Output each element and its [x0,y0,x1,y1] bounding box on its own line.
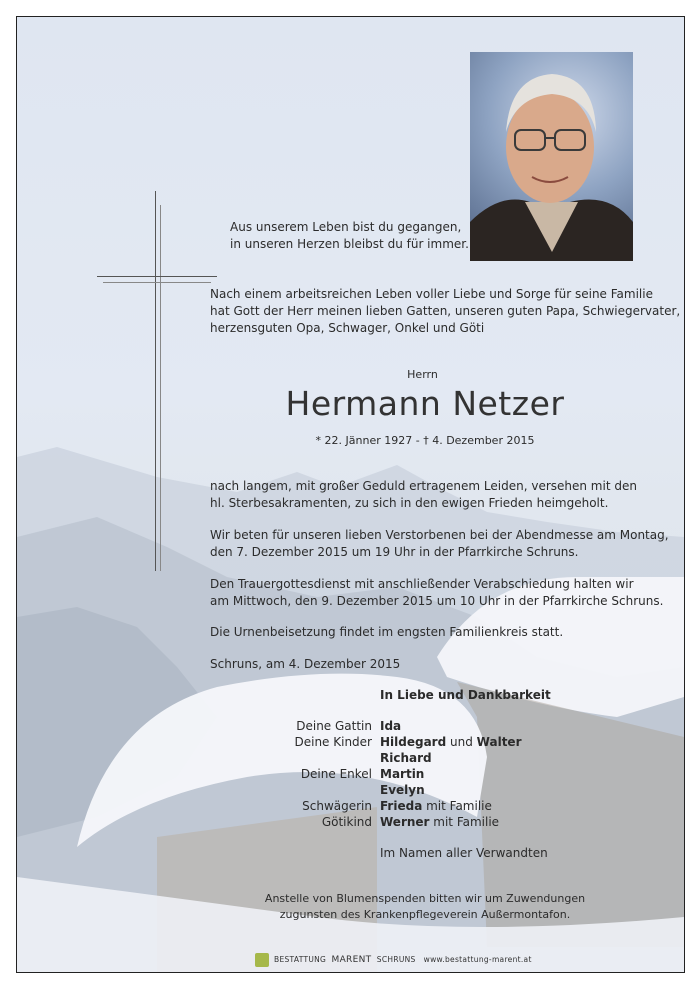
mourner-names-4: Martin [380,767,425,781]
mourner-names-6: Frieda mit Familie [380,799,492,813]
body-line-3: Wir beten für unseren lieben Verstorbenen bei der Abendmesse am Montag, [210,528,669,542]
mourner-relation-1: Deine Gattin [296,719,372,733]
deceased-name: Hermann Netzer [285,384,565,423]
body-line-2: hl. Sterbesakramenten, zu sich in den ewigen Frieden heimgeholt. [210,496,609,510]
cross-horizontal-line [97,276,217,277]
life-dates: * 22. Jänner 1927 - † 4. Dezember 2015 [315,434,535,447]
poem-line-2: in unseren Herzen bleibst du für immer. [230,237,469,251]
mourner-names-2: Hildegard und Walter [380,735,522,749]
mourner-relation-2: Deine Kinder [294,735,372,749]
gratitude-line: In Liebe und Dankbarkeit [380,688,551,702]
donation-line-1: Anstelle von Blumenspenden bitten wir um Zuwendungen [264,892,586,905]
footer-brand: BESTATTUNG MARENT SCHRUNS www.bestattung-marent.at [274,955,532,965]
body-line-5: Den Trauergottesdienst mit anschließender Verabschiedung halten wir [210,577,634,591]
intro-line-1: Nach einem arbeitsreichen Leben voller Liebe und Sorge für seine Familie [210,287,653,301]
on-behalf-line: Im Namen aller Verwandten [380,846,548,860]
body-line-7: Die Urnenbeisetzung findet im engsten Familienkreis statt. [210,625,564,639]
body-line-4: den 7. Dezember 2015 um 19 Uhr in der Pfarrkirche Schruns. [210,545,579,559]
body-line-1: nach langem, mit großer Geduld ertragenem Leiden, versehen mit den [210,479,637,493]
intro-line-2: hat Gott der Herr meinen lieben Gatten, unseren guten Papa, Schwiegervater, [210,304,681,318]
cross-vertical-line-inner [160,205,161,571]
place-date: Schruns, am 4. Dezember 2015 [210,657,401,671]
funeral-home-logo-icon [255,953,269,967]
poem-line-1: Aus unserem Leben bist du gegangen, [230,220,462,234]
footer-url: www.bestattung-marent.at [423,955,532,964]
mourner-relation-7: Götikind [321,815,372,829]
mourner-names-1: Ida [380,719,402,733]
mourner-names-7: Werner mit Familie [380,815,500,829]
salutation: Herrn [407,368,438,381]
body-line-6: am Mittwoch, den 9. Dezember 2015 um 10 Uhr in der Pfarrkirche Schruns. [210,594,664,608]
donation-line-2: zugunsten des Krankenpflegeverein Außermontafon. [279,908,571,921]
cross-vertical-line [155,191,156,571]
cross-horizontal-line-inner [103,282,211,283]
mourner-relation-4: Deine Enkel [300,767,372,781]
mourner-names-5: Evelyn [380,783,425,797]
intro-line-3: herzensguten Opa, Schwager, Onkel und Göti [210,321,485,335]
portrait-photo [470,52,633,261]
mourner-names-3: Richard [380,751,432,765]
mourner-relation-6: Schwägerin [302,799,372,813]
